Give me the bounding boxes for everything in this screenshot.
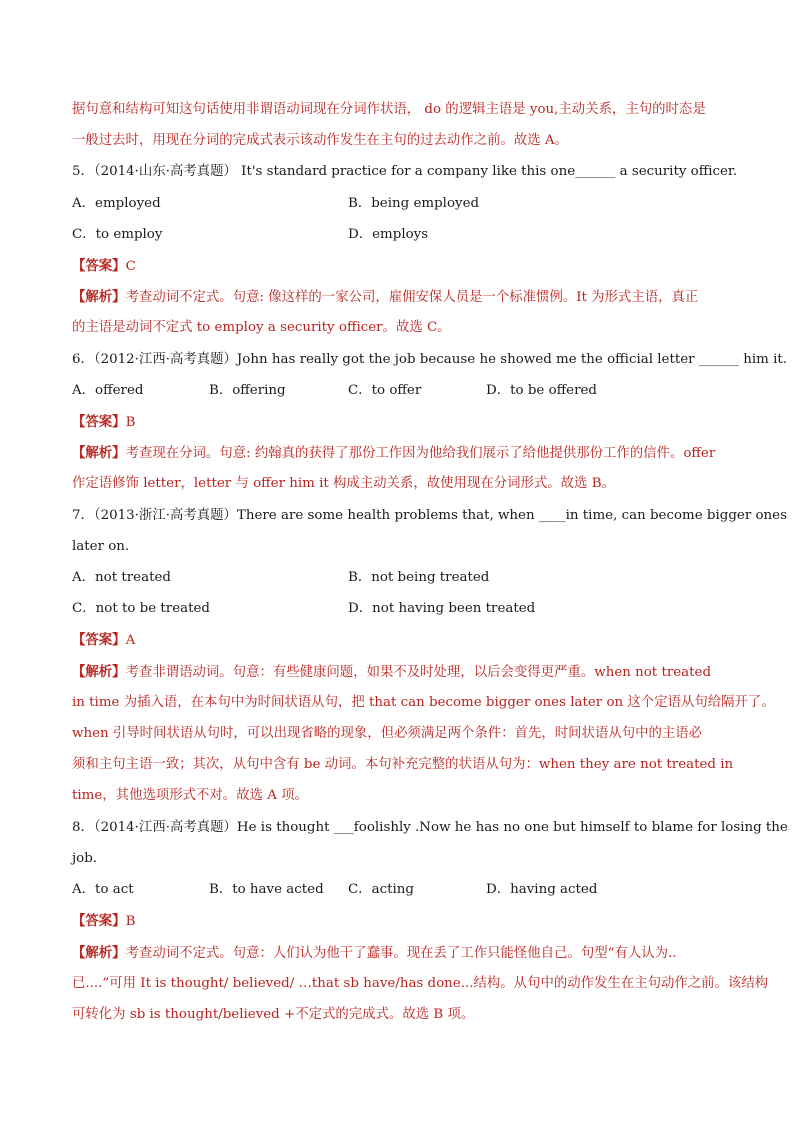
q6-stem: 6．（2012·江西·高考真题）John has really got the job because he showed me the official letter ______ him it. (72, 352, 788, 367)
q5-analysis-2: 的主语是动词不定式 to employ a security officer。故选 C。 (72, 320, 451, 335)
answer-tag: 【答案】 (72, 258, 126, 274)
analysis-tag: 【解析】 (72, 445, 126, 461)
q5-answer (72, 257, 136, 276)
q8-option-b: B．to have acted (209, 882, 324, 897)
q7-analysis-text-1: 考查非谓语动词。句意：有些健康问题，如果不及时处理，以后会变得更严重。when not treated (125, 665, 712, 680)
q7-stem-2: later on. (72, 539, 130, 554)
answer-tag: 【答案】 (72, 632, 126, 648)
q5-stem: 5．（2014·山东·高考真题） It's standard practice for a company like this one______ a security officer. (72, 164, 738, 179)
intro-line-2: 一般过去时，用现在分词的完成式表示该动作发生在主句的过去动作之前。故选 A。 (72, 133, 568, 148)
q5-option-b: B．being employed (348, 196, 480, 211)
q8-analysis-2: 已....”可用 It is thought/ believed/ …that sb have/has done...结构。从句中的动作发生在主句动作之前。该结构 (72, 976, 769, 991)
q7-answer (72, 631, 135, 650)
q6-analysis-1 (72, 444, 715, 463)
q8-answer (72, 912, 135, 931)
q6-answer (72, 413, 135, 432)
q5-option-a: A．employed (72, 196, 161, 211)
answer-tag: 【答案】 (72, 913, 126, 929)
q5-analysis-1 (72, 288, 698, 307)
q6-analysis-text-1: 考查现在分词。句意: 约翰真的获得了那份工作因为他给我们展示了给他提供那份工作的信件。offer (125, 446, 716, 461)
q8-option-a: A．to act (72, 882, 134, 897)
intro-line-1: 据句意和结构可知这句话使用非谓语动词现在分词作状语， do 的逻辑主语是 you,主动关系，主句的时态是 (72, 102, 706, 117)
q5-option-d: D．employs (348, 227, 429, 242)
q7-analysis-5: time，其他选项形式不对。故选 A 项。 (72, 788, 308, 803)
q7-option-a: A．not treated (72, 570, 171, 585)
q8-answer-value: B (125, 914, 136, 929)
q6-option-d: D．to be offered (486, 383, 597, 398)
q6-option-b: B．offering (209, 383, 286, 398)
q7-analysis-1 (72, 663, 711, 682)
q5-answer-value: C (125, 259, 136, 274)
q6-option-c: C．to offer (348, 383, 422, 398)
answer-tag: 【答案】 (72, 414, 126, 430)
analysis-tag: 【解析】 (72, 945, 126, 961)
q7-stem-1: 7．（2013·浙江·高考真题）There are some health problems that, when ____in time, can become bigger ones (72, 508, 787, 523)
q6-analysis-2: 作定语修饰 letter，letter 与 offer him it 构成主动关系，故使用现在分词形式。故选 B。 (72, 476, 615, 491)
q8-analysis-text-1: 考查动词不定式。句意：人们认为他干了蠢事。现在丢了工作只能怪他自己。句型“有人认为.. (125, 946, 677, 961)
q7-analysis-2: in time 为插入语，在本句中为时间状语从句，把 that can become bigger ones later on 这个定语从句给隔开了。 (72, 695, 775, 710)
q6-answer-value: B (125, 415, 136, 430)
q8-analysis-1 (72, 944, 677, 963)
q8-option-d: D．having acted (486, 882, 598, 897)
q7-analysis-3: when 引导时间状语从句时，可以出现省略的现象，但必须满足两个条件：首先，时间状语从句中的主语必 (72, 726, 703, 741)
analysis-tag: 【解析】 (72, 289, 126, 305)
q8-stem-2: job. (72, 851, 98, 866)
q8-stem-1: 8．（2014·江西·高考真题）He is thought ___foolishly .Now he has no one but himself to blame for losing the (72, 820, 788, 835)
q7-option-c: C．not to be treated (72, 601, 210, 616)
analysis-tag: 【解析】 (72, 664, 126, 680)
q5-analysis-text-1: 考查动词不定式。句意: 像这样的一家公司，雇佣安保人员是一个标准惯例。It 为形式主语，真正 (125, 290, 699, 305)
q7-analysis-4: 须和主句主语一致；其次，从句中含有 be 动词。本句补充完整的状语从句为：when they are not treated in (72, 757, 734, 772)
q7-answer-value: A (125, 633, 136, 648)
q7-option-d: D．not having been treated (348, 601, 536, 616)
q5-option-c: C．to employ (72, 227, 163, 242)
q8-option-c: C．acting (348, 882, 414, 897)
q6-option-a: A．offered (72, 383, 144, 398)
q7-option-b: B．not being treated (348, 570, 490, 585)
q8-analysis-3: 可转化为 sb is thought/believed +不定式的完成式。故选 B 项。 (72, 1007, 475, 1022)
